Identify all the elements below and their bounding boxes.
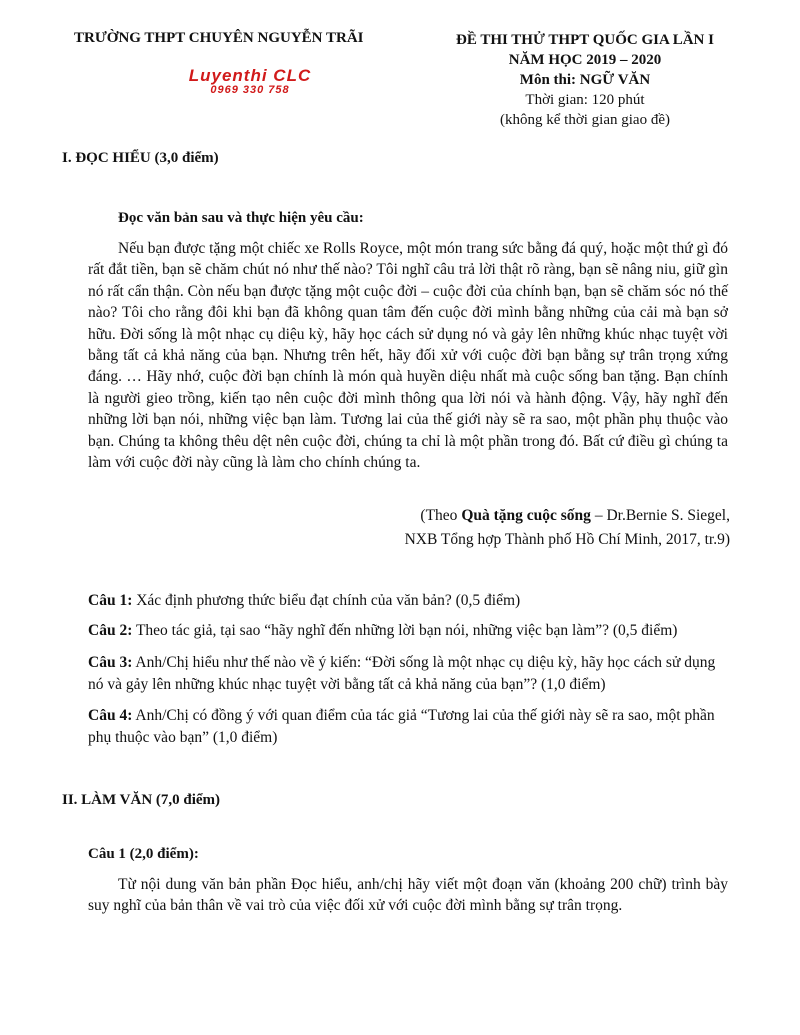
question-2: [88, 620, 728, 642]
passage-source: [300, 504, 730, 552]
section1-title: I. ĐỌC HIỂU (3,0 điểm): [62, 150, 219, 166]
source-line1: [300, 504, 730, 528]
source-book: Quà tặng cuộc sống: [461, 507, 591, 524]
question-text: Xác định phương thức biểu đạt chính của văn bản? (0,5 điểm): [132, 592, 521, 609]
question-text: Theo tác giả, tại sao “hãy nghĩ đến những lời bạn nói, những việc bạn làm”? (0,5 điểm): [132, 622, 678, 639]
section2-title: II. LÀM VĂN (7,0 điểm): [62, 792, 221, 808]
source-author: – Dr.Bernie S. Siegel,: [590, 507, 730, 524]
reading-instruction: Đọc văn bản sau và thực hiện yêu cầu:: [118, 210, 364, 226]
source-prefix: (Theo: [420, 507, 462, 524]
school-name: TRƯỜNG THPT CHUYÊN NGUYỄN TRÃI: [74, 30, 364, 46]
school-year: NĂM HỌC 2019 – 2020: [508, 52, 662, 68]
question-1: [88, 590, 728, 612]
exam-subject: Môn thi: NGỮ VĂN: [519, 72, 651, 88]
exam-duration: Thời gian: 120 phút: [525, 92, 645, 108]
exam-note: (không kể thời gian giao đề): [500, 112, 670, 128]
source-line2: NXB Tổng hợp Thành phố Hồ Chí Minh, 2017, tr.9): [404, 531, 730, 548]
logo-name: Luyenthi CLC: [188, 66, 312, 85]
question-label: Câu 3:: [88, 654, 133, 671]
reading-passage: Nếu bạn được tặng một chiếc xe Rolls Royce, một món trang sức bằng đá quý, hoặc một thứ gì đó rất đắt tiền, bạn sẽ chăm chút nó như thế nào? Tôi nghĩ câu trả lời thật rõ ràng, bạn sẽ nâng niu, giữ gìn nó rất cẩn thận. Còn nếu bạn được tặng một cuộc đời – cuộc đời của chính bạn, bạn sẽ chăm sóc nó thế nào? Tôi cho rằng đôi khi bạn đã không quan tâm đến cuộc đời mình bằng những của cải mà bạn sở hữu. Đời sống là một nhạc cụ diệu kỳ, hãy học cách sử dụng nó và gảy lên những khúc nhạc tuyệt vời bằng tất cả khả năng của bạn. Nhưng trên hết, hãy đối xử với cuộc đời bạn bằng sự trân trọng xứng đáng. … Hãy nhớ, cuộc đời bạn chính là món quà huyền diệu nhất mà cuộc sống ban tặng. Bạn chính là người gieo trồng, kiến tạo nên cuộc đời mình thông qua lời nói và hành động. Vậy, hãy nghĩ đến những lời bạn nói, những việc bạn làm. Tương lai của thế giới này sẽ ra sao, một phần phụ thuộc vào bạn. Chúng ta không thêu dệt nên cuộc đời, chúng ta chỉ là một phần trong đó. Bất cứ điều gì chúng ta làm với cuộc đời này cũng là làm cho chính chúng ta.: [88, 240, 728, 472]
question-text: Anh/Chị có đồng ý với quan điểm của tác giả “Tương lai của thế giới này sẽ ra sao, một phần phụ thuộc vào bạn” (1,0 điểm): [88, 707, 715, 746]
question-4: [88, 705, 728, 749]
question-3: [88, 652, 728, 696]
question-label: Câu 1:: [88, 592, 133, 609]
exam-title: ĐỀ THI THỬ THPT QUỐC GIA LẦN I: [456, 32, 714, 48]
question-label: Câu 2:: [88, 622, 133, 639]
logo: [150, 66, 350, 96]
question-text: Anh/Chị hiểu như thế nào về ý kiến: “Đời sống là một nhạc cụ diệu kỳ, hãy học cách sử dụng nó và gảy lên những khúc nhạc tuyệt vời bằng tất cả khả năng của bạn”? (1,0 điểm): [88, 654, 716, 693]
writing-q1-title: Câu 1 (2,0 điểm):: [88, 846, 199, 862]
question-label: Câu 4:: [88, 707, 133, 724]
exam-header: [420, 30, 750, 130]
logo-phone: 0969 330 758: [210, 84, 290, 96]
writing-q1-text: Từ nội dung văn bản phần Đọc hiểu, anh/chị hãy viết một đoạn văn (khoảng 200 chữ) trình bày suy nghĩ của bản thân về vai trò của việc đối xử với cuộc đời mình bằng sự trân trọng.: [88, 876, 728, 915]
